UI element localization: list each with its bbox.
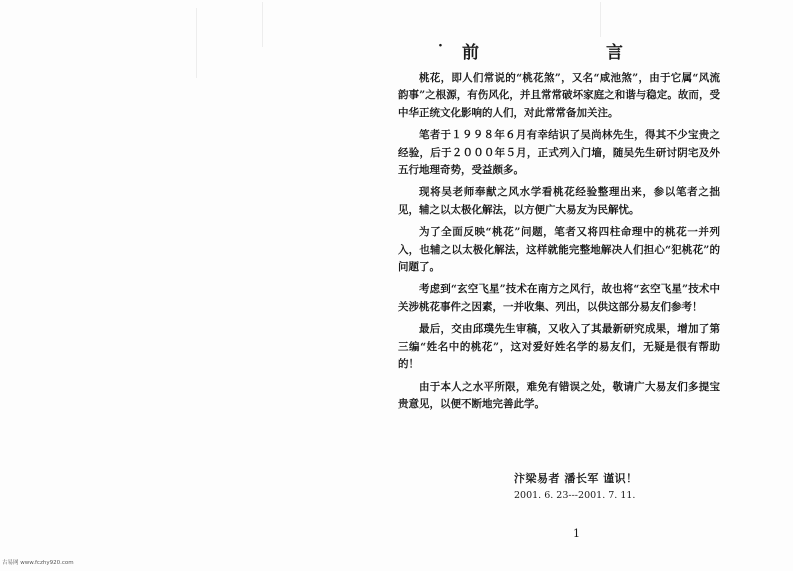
scan-artifact <box>196 8 197 78</box>
author-signature: 汴梁易者 潘长军 谨识！ <box>514 472 638 485</box>
title-char-2: 言 <box>606 43 623 63</box>
paragraph: 为了全面反映“桃花”问题，笔者又将四柱命理中的桃花一并列入，也辅之以太极化解法，这样就能完整地解决人们担心“犯桃花”的问题了。 <box>398 226 720 274</box>
page-number: 1 <box>573 527 580 540</box>
paragraph: 现将吴老师奉献之风水学看桃花经验整理出来，参以笔者之拙见，辅之以太极化解法，以方便广大易友为民解忧。 <box>398 186 720 216</box>
paragraph: 桃花，即人们常说的“桃花煞”，又名“咸池煞”，由于它属“风流韵事”之根源，有伤风化，并且常常破坏家庭之和谐与稳定。故而，受中华正统文化影响的人们，对此常常备加关注。 <box>398 72 720 119</box>
paragraph: 最后，交由邱璞先生审稿，又收入了其最新研究成果，增加了第三编“姓名中的桃花”，这对爱好姓名学的易友们，无疑是很有帮助的！ <box>398 323 720 371</box>
paragraph: 由于本人之水平所限，难免有错误之处，敬请广大易友们多提宝贵意见，以便不断地完善此学。 <box>398 380 720 410</box>
scan-artifact <box>600 2 601 37</box>
preface-body <box>398 70 720 418</box>
title-char-1: 前 <box>462 43 479 63</box>
site-watermark: 古易网 www.fczhy920.com <box>2 560 74 566</box>
signature-date: 2001. 6. 23---2001. 7. 11. <box>514 490 636 501</box>
title-mark: · <box>438 38 443 54</box>
paragraph: 笔者于１９９８年６月有幸结识了吴尚林先生，得其不少宝贵之经验，后于２０００年５月，正式列入门墙，随吴先生研讨阴宅及外五行地理奇势，受益颇多。 <box>398 129 720 177</box>
scan-artifact <box>262 2 263 47</box>
paragraph: 考虑到“玄空飞星”技术在南方之风行，故也将“玄空飞星”技术中关涉桃花事件之因素，一并收集、列出，以供这部分易友们参考！ <box>398 283 720 313</box>
